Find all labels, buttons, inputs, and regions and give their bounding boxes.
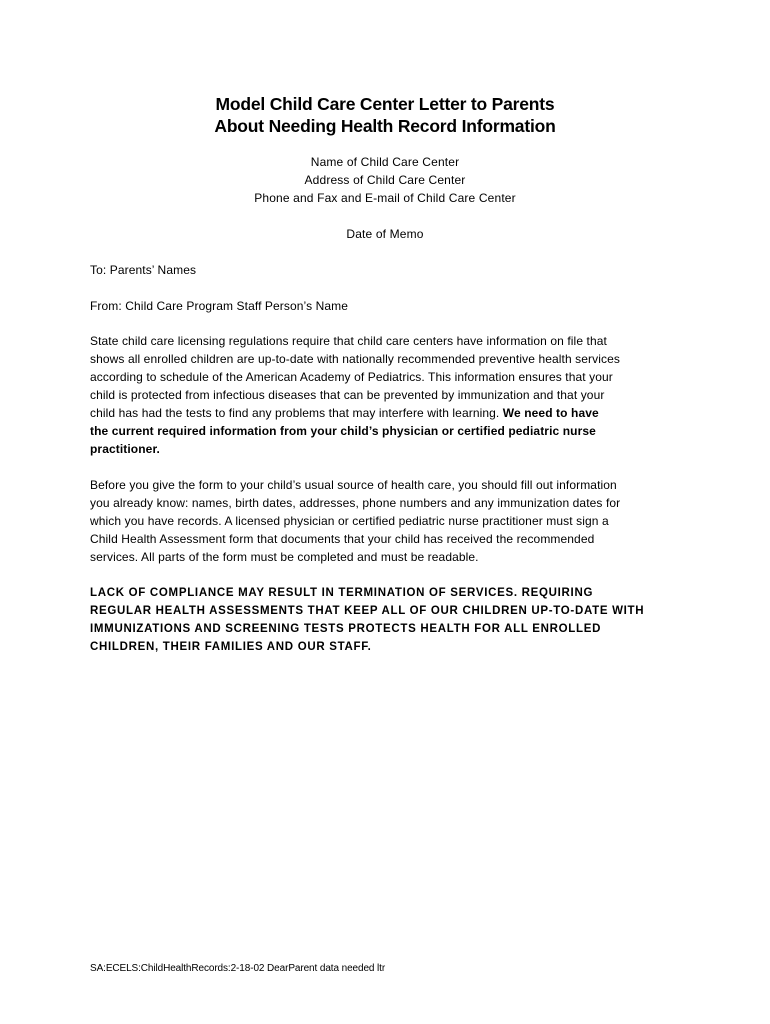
emphasis-text: We need to have bbox=[502, 406, 599, 420]
paragraph-line: according to schedule of the American Academy of Pediatrics. This information ensures that your bbox=[90, 370, 613, 384]
paragraph-line: shows all enrolled children are up-to-date with nationally recommended preventive health services bbox=[90, 352, 620, 366]
paragraph-instructions bbox=[90, 476, 690, 566]
to-line: To: Parents’ Names bbox=[90, 263, 197, 277]
warning-line: REGULAR HEALTH ASSESSMENTS THAT KEEP ALL OF OUR CHILDREN UP-TO-DATE WITH bbox=[90, 605, 645, 617]
letterhead bbox=[0, 153, 770, 207]
center-name: Name of Child Care Center bbox=[310, 155, 460, 169]
center-contact: Phone and Fax and E-mail of Child Care Center bbox=[254, 191, 516, 205]
paragraph-text: child has had the tests to find any problems that may interfere with learning. bbox=[90, 406, 503, 420]
paragraph-line: you already know: names, birth dates, addresses, phone numbers and any immunization dates for bbox=[90, 496, 621, 510]
warning-line: CHILDREN, THEIR FAMILIES AND OUR STAFF. bbox=[90, 641, 372, 653]
paragraph-line bbox=[90, 404, 690, 422]
title-line-2: About Needing Health Record Information bbox=[214, 116, 556, 136]
paragraph-requirements bbox=[90, 332, 690, 458]
paragraph-line: State child care licensing regulations require that child care centers have information on file that bbox=[90, 334, 607, 348]
paragraph-line: Child Health Assessment form that documents that your child has received the recommended bbox=[90, 532, 595, 546]
memo-date: Date of Memo bbox=[346, 227, 424, 241]
warning-line: IMMUNIZATIONS AND SCREENING TESTS PROTECTS HEALTH FOR ALL ENROLLED bbox=[90, 623, 602, 635]
warning-line: LACK OF COMPLIANCE MAY RESULT IN TERMINATION OF SERVICES. REQUIRING bbox=[90, 587, 594, 599]
emphasis-line: practitioner. bbox=[90, 442, 160, 456]
compliance-warning bbox=[90, 584, 690, 656]
page-title bbox=[0, 93, 770, 137]
document-footer: SA:ECELS:ChildHealthRecords:2-18-02 DearParent data needed ltr bbox=[90, 963, 386, 974]
from-line: From: Child Care Program Staff Person’s Name bbox=[90, 299, 349, 313]
emphasis-line: the current required information from your child’s physician or certified pediatric nurse bbox=[90, 424, 596, 438]
paragraph-line: child is protected from infectious diseases that can be prevented by immunization and that your bbox=[90, 388, 605, 402]
paragraph-line: services. All parts of the form must be completed and must be readable. bbox=[90, 550, 479, 564]
title-line-1: Model Child Care Center Letter to Parents bbox=[215, 94, 555, 114]
paragraph-line: which you have records. A licensed physician or certified pediatric nurse practitioner must sign a bbox=[90, 514, 609, 528]
paragraph-line: Before you give the form to your child’s usual source of health care, you should fill out information bbox=[90, 478, 617, 492]
center-address: Address of Child Care Center bbox=[304, 173, 466, 187]
